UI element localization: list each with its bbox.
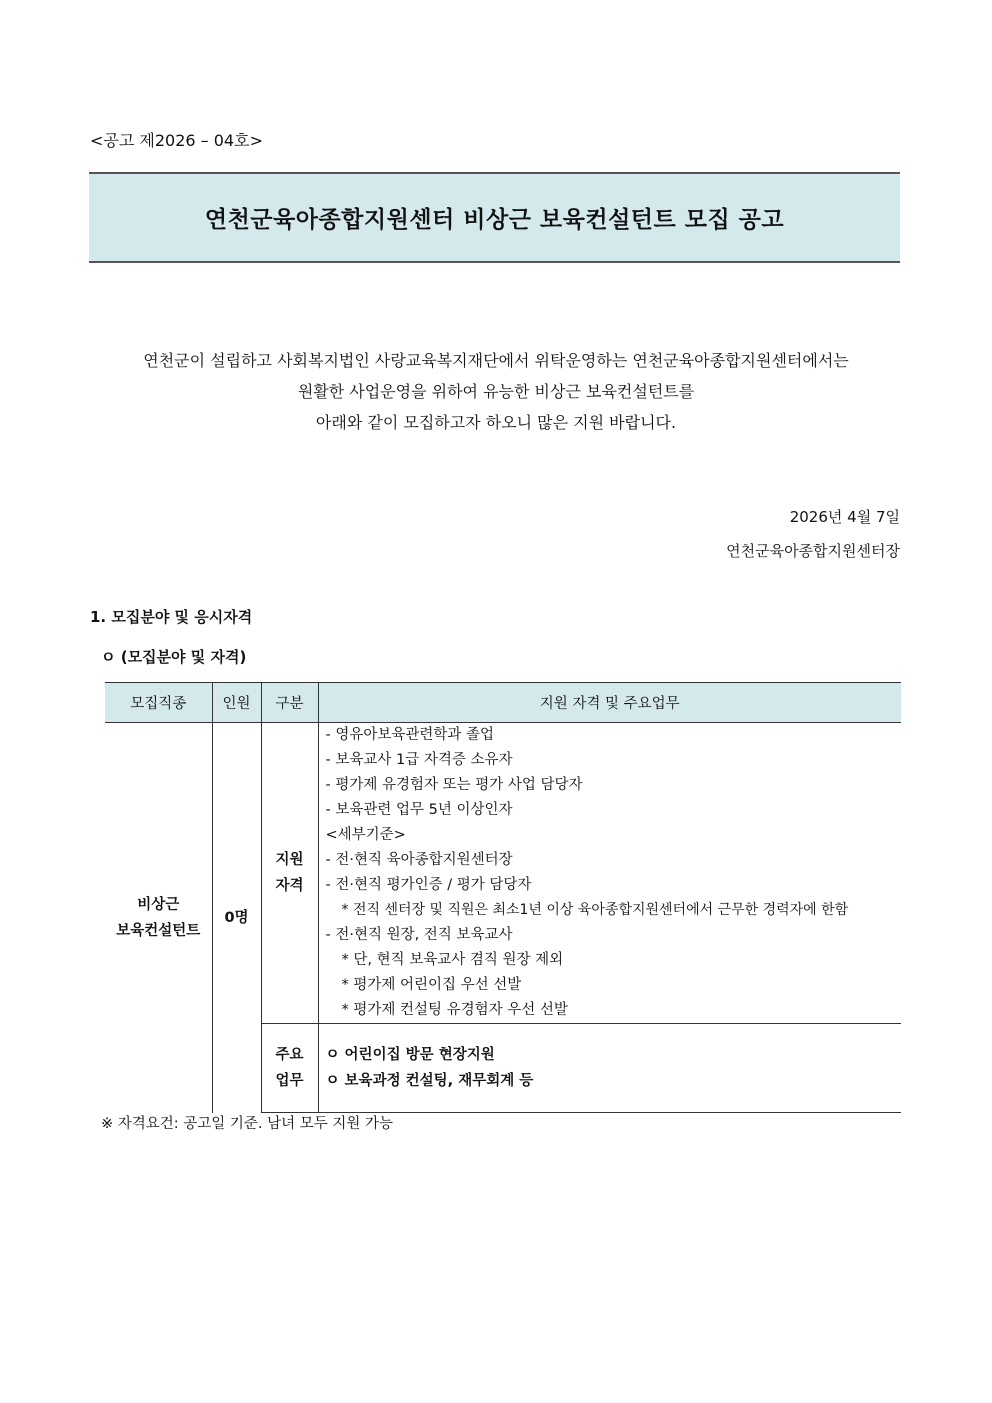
position-line: 비상근 [137,896,180,913]
table-header-row [105,683,901,723]
list-item: - 영유아보육관련학과 졸업 [325,727,495,743]
label-line: 자격 [275,878,304,894]
list-item: - 전·현직 원장, 전직 보육교사 [325,927,513,943]
notice-number: <공고 제2026 – 04호> [90,131,263,150]
list-item: - 평가제 유경험자 또는 평가 사업 담당자 [325,777,583,793]
recruitment-table [105,682,901,1113]
document-title: 연천군육아종합지원센터 비상근 보육컨설턴트 모집 공고 [204,207,785,233]
label-line: 주요 [275,1047,304,1063]
label-line: 지원 [275,852,304,868]
list-item: <세부기준> [325,827,406,843]
intro-line: 원활한 사업운영을 위하여 유능한 비상근 보육컨설턴트를 [297,382,695,401]
list-item: * 단, 현직 보육교사 겸직 원장 제외 [341,952,564,968]
list-item: * 전직 센터장 및 직원은 최소1년 이상 육아종합지원센터에서 근무한 경력자에 한함 [341,902,849,918]
table-row [105,723,901,1024]
list-item: * 평가제 컨설팅 유경험자 우선 선발 [341,1002,568,1018]
list-item: ㅇ 어린이집 방문 현장지원 [325,1047,495,1063]
signer: 연천군육아종합지원센터장 [726,542,900,560]
list-item: - 전·현직 평가인증 / 평가 담당자 [325,877,532,893]
list-item: - 보육교사 1급 자격증 소유자 [325,752,513,768]
section-heading: 1. 모집분야 및 응시자격 [90,608,253,626]
count-cell: 0명 [212,723,261,1113]
intro-paragraph [0,345,992,438]
intro-line: 아래와 같이 모집하고자 하오니 많은 지원 바랍니다. [315,413,677,432]
announcement-date: 2026년 4월 7일 [789,508,900,526]
title-banner [89,172,900,263]
position-line: 보육컨설턴트 [116,922,201,939]
duty-list [318,1024,901,1113]
qualification-list [318,723,901,1024]
label-line: 업무 [275,1073,304,1089]
footnote: ※ 자격요건: 공고일 기준. 남녀 모두 지원 가능 [101,1116,394,1132]
position-cell [105,723,212,1113]
header-count: 인원 [212,683,261,723]
header-position: 모집직종 [105,683,212,723]
section-subheading: ㅇ (모집분야 및 자격) [101,648,247,666]
duty-label [261,1024,318,1113]
header-details: 지원 자격 및 주요업무 [318,683,901,723]
list-item: - 전·현직 육아종합지원센터장 [325,852,513,868]
header-category: 구분 [261,683,318,723]
list-item: * 평가제 어린이집 우선 선발 [341,977,522,993]
list-item: ㅇ 보육과정 컨설팅, 재무회계 등 [325,1073,534,1089]
list-item: - 보육관련 업무 5년 이상인자 [325,802,513,818]
qualification-label [261,723,318,1024]
intro-line: 연천군이 설립하고 사회복지법인 사랑교육복지재단에서 위탁운영하는 연천군육아종합지원센터에서는 [143,351,849,370]
